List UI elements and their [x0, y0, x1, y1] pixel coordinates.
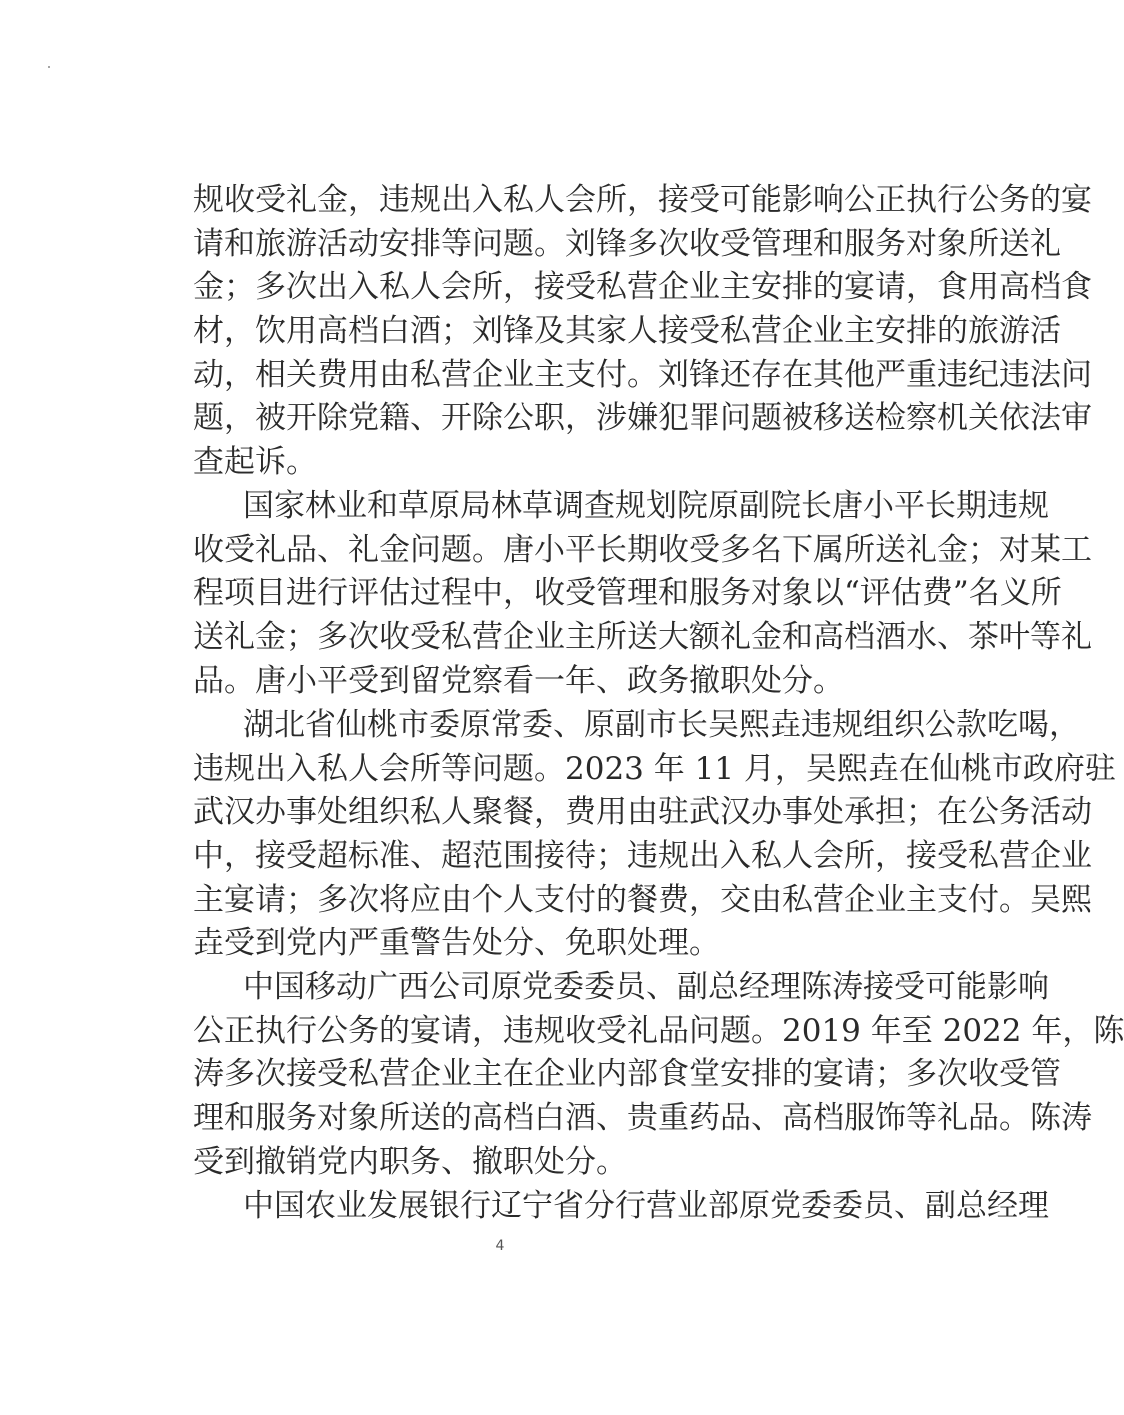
text-line: 公正执行公务的宴请，违规收受礼品问题。2019 年至 2022 年，陈 — [193, 1013, 1124, 1049]
text-line: 涛多次接受私营企业主在企业内部食堂安排的宴请；多次收受管 — [193, 1056, 1061, 1092]
text-line: 品。唐小平受到留党察看一年、政务撤职处分。 — [193, 663, 844, 699]
paragraph-first-line: 中国移动广西公司原党委委员、副总经理陈涛接受可能影响 — [243, 969, 1049, 1005]
text-line: 程项目进行评估过程中，收受管理和服务对象以“评估费”名义所 — [193, 575, 1062, 611]
text-line: 金；多次出入私人会所，接受私营企业主安排的宴请，食用高档食 — [193, 269, 1092, 305]
text-line: 违规出入私人会所等问题。2023 年 11 月，吴熙垚在仙桃市政府驻 — [193, 751, 1116, 787]
text-line: 题，被开除党籍、开除公职，涉嫌犯罪问题被移送检察机关依法审 — [193, 400, 1092, 436]
page-number: 4 — [495, 1238, 505, 1254]
paragraph-first-line: 湖北省仙桃市委原常委、原副市长吴熙垚违规组织公款吃喝， — [243, 707, 1080, 743]
text-line: 主宴请；多次将应由个人支付的餐费，交由私营企业主支付。吴熙 — [193, 882, 1092, 918]
text-line: 中，接受超标准、超范围接待；违规出入私人会所，接受私营企业 — [193, 838, 1092, 874]
text-line: 垚受到党内严重警告处分、免职处理。 — [193, 925, 720, 961]
paragraph-first-line: 国家林业和草原局林草调查规划院原副院长唐小平长期违规 — [243, 488, 1049, 524]
text-line: 武汉办事处组织私人聚餐，费用由驻武汉办事处承担；在公务活动 — [193, 794, 1092, 830]
text-line: 动，相关费用由私营企业主支付。刘锋还存在其他严重违纪违法问 — [193, 357, 1092, 393]
text-line: 规收受礼金，违规出入私人会所，接受可能影响公正执行公务的宴 — [193, 182, 1092, 218]
text-line: 收受礼品、礼金问题。唐小平长期收受多名下属所送礼金；对某工 — [193, 532, 1092, 568]
paragraph-first-line: 中国农业发展银行辽宁省分行营业部原党委委员、副总经理 — [243, 1188, 1049, 1224]
text-line: 请和旅游活动安排等问题。刘锋多次收受管理和服务对象所送礼 — [193, 226, 1061, 262]
text-line: 材，饮用高档白酒；刘锋及其家人接受私营企业主安排的旅游活 — [193, 313, 1061, 349]
text-line: 理和服务对象所送的高档白酒、贵重药品、高档服饰等礼品。陈涛 — [193, 1100, 1092, 1136]
text-line: 送礼金；多次收受私营企业主所送大额礼金和高档酒水、茶叶等礼 — [193, 619, 1092, 655]
text-line: 受到撤销党内职务、撤职处分。 — [193, 1144, 627, 1180]
text-line: 查起诉。 — [193, 444, 317, 480]
scan-speck — [48, 66, 50, 68]
